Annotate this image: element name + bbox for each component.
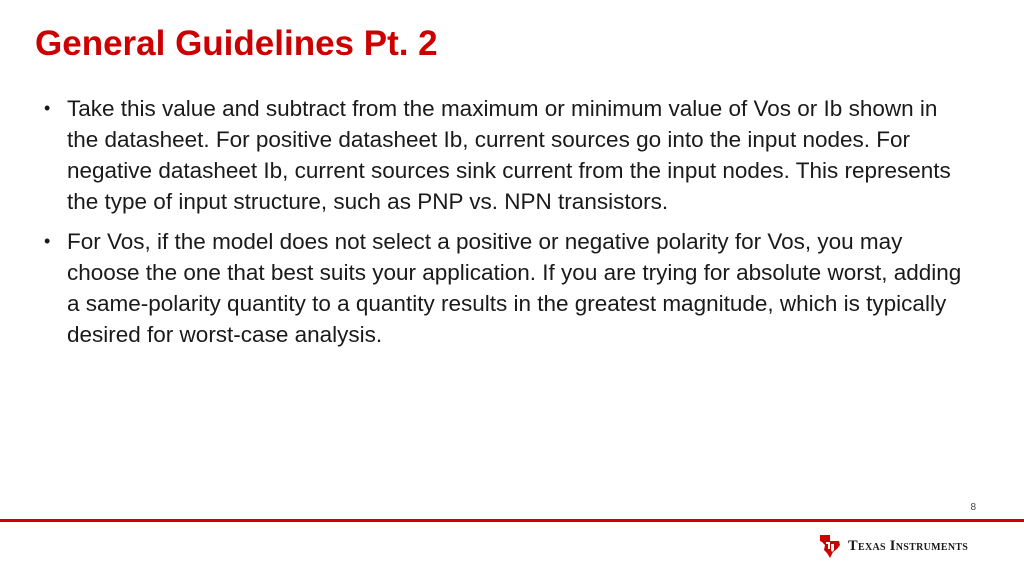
bullet-dot-icon: • bbox=[44, 231, 51, 251]
logo-text: Texas Instruments bbox=[848, 537, 969, 554]
bullet-list bbox=[44, 93, 974, 359]
bullet-text: For Vos, if the model does not select a positive or negative polarity for Vos, you may choose the one that best suits your application. If you are trying for absolute worst, adding a same-polarity quantity to a quantity results in the greatest magnitude, which is typically desired for worst-case analysis. bbox=[67, 229, 962, 347]
bullet-dot-icon: • bbox=[44, 98, 51, 118]
page-number: 8 bbox=[970, 502, 976, 513]
bullet-item bbox=[44, 93, 974, 217]
footer-divider bbox=[0, 519, 1024, 522]
ti-state-icon bbox=[818, 533, 842, 559]
slide-title: General Guidelines Pt. 2 bbox=[35, 24, 438, 63]
bullet-item bbox=[44, 226, 974, 350]
bullet-text: Take this value and subtract from the maximum or minimum value of Vos or Ib shown in the datasheet. For positive datasheet Ib, current sources go into the input nodes. For negative datasheet Ib, current sources sink current from the input nodes. This represents the type of input structure, such as PNP vs. NPN transistors. bbox=[67, 96, 951, 214]
company-logo bbox=[818, 533, 968, 559]
